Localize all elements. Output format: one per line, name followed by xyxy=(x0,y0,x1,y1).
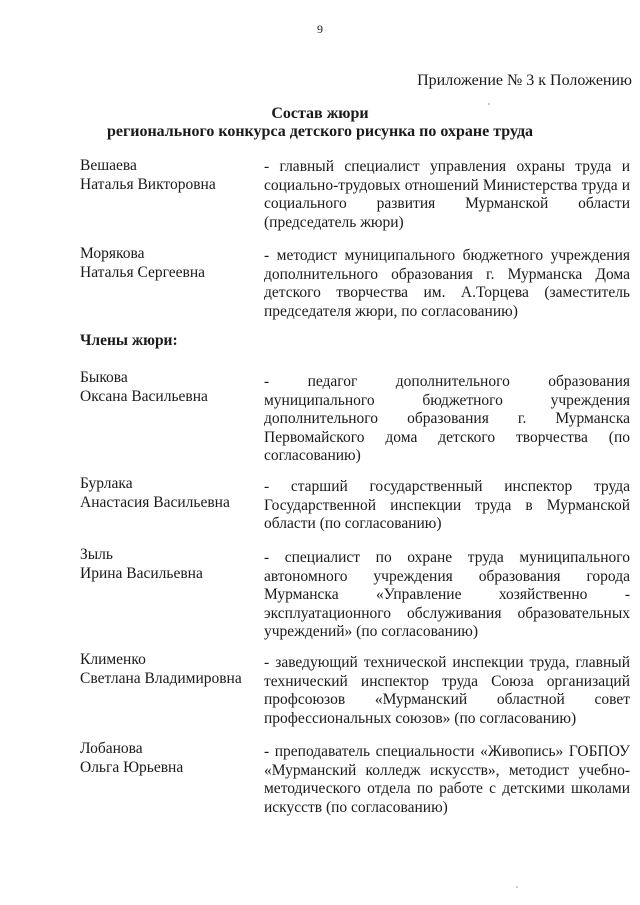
jury-member-surname: Быкова xyxy=(80,369,128,386)
jury-member-given-name: Наталья Викторовна xyxy=(80,176,216,193)
jury-member-given-name: Оксана Васильевна xyxy=(80,388,208,405)
jury-member-role: - педагог дополнительного образования муниципального бюджетного учреждения дополнительного образования г. Мурманска Первомайского дома детского творчества (по согласованию) xyxy=(264,373,630,464)
scan-speck xyxy=(516,886,518,888)
jury-member-given-name: Наталья Сергеевна xyxy=(80,264,206,281)
jury-member-role: - методист муниципального бюджетного учреждения дополнительного образования г. Мурманска Дома детского творчества им. А.Торцева (заместитель председателя жюри, по согласованию) xyxy=(264,247,630,320)
jury-member-name xyxy=(80,739,183,777)
jury-member-role: - преподаватель специальности «Живопись» ГОБПОУ «Мурманский колледж искусств», методист учебно-методического отдела по работе с детскими школами искусств (по согласованию) xyxy=(264,743,630,816)
jury-member-name xyxy=(80,650,242,688)
document-subtitle: регионального конкурса детского рисунка по охране труда xyxy=(106,123,534,140)
jury-member-role: - заведующий технической инспекции труда, главный технический инспектор труда Союза организаций профсоюзов «Мурманский областной совет профессиональных союзов» (по согласованию) xyxy=(264,654,630,727)
page-number: 9 xyxy=(317,22,323,36)
jury-member-role: - специалист по охране труда муниципального автономного учреждения образования города Мурманска «Управление хозяйственно - эксплуатационного обслуживания образовательных учреждений» (по согласованию) xyxy=(264,549,630,640)
jury-member-surname: Морякова xyxy=(80,245,145,262)
jury-member-given-name: Ирина Васильевна xyxy=(80,565,203,582)
jury-member-name xyxy=(80,474,230,512)
jury-member-name xyxy=(80,545,203,583)
jury-member-name xyxy=(80,368,208,406)
jury-member-given-name: Анастасия Васильевна xyxy=(80,494,230,511)
appendix-reference: Приложение № 3 к Положению xyxy=(417,72,632,89)
jury-member-surname: Клименко xyxy=(80,651,146,668)
document-title: Состав жюри xyxy=(271,105,369,122)
jury-member-surname: Зыль xyxy=(80,546,113,563)
jury-member-role: - старший государственный инспектор труда Государственной инспекции труда в Мурманской области (по согласованию) xyxy=(264,478,630,532)
jury-member-given-name: Ольга Юрьевна xyxy=(80,759,184,776)
jury-member-name xyxy=(80,244,205,282)
scan-speck xyxy=(488,103,490,105)
jury-member-name xyxy=(80,156,216,194)
jury-member-surname: Лобанова xyxy=(80,740,143,757)
jury-member-given-name: Светлана Владимировна xyxy=(80,670,242,687)
jury-member-role: - главный специалист управления охраны труда и социально-трудовых отношений Министерства труда и социального развития Мурманской области (председатель жюри) xyxy=(264,158,630,231)
jury-member-surname: Вешаева xyxy=(80,157,137,174)
jury-member-surname: Бурлака xyxy=(80,475,133,492)
members-header: Члены жюри: xyxy=(80,332,178,349)
